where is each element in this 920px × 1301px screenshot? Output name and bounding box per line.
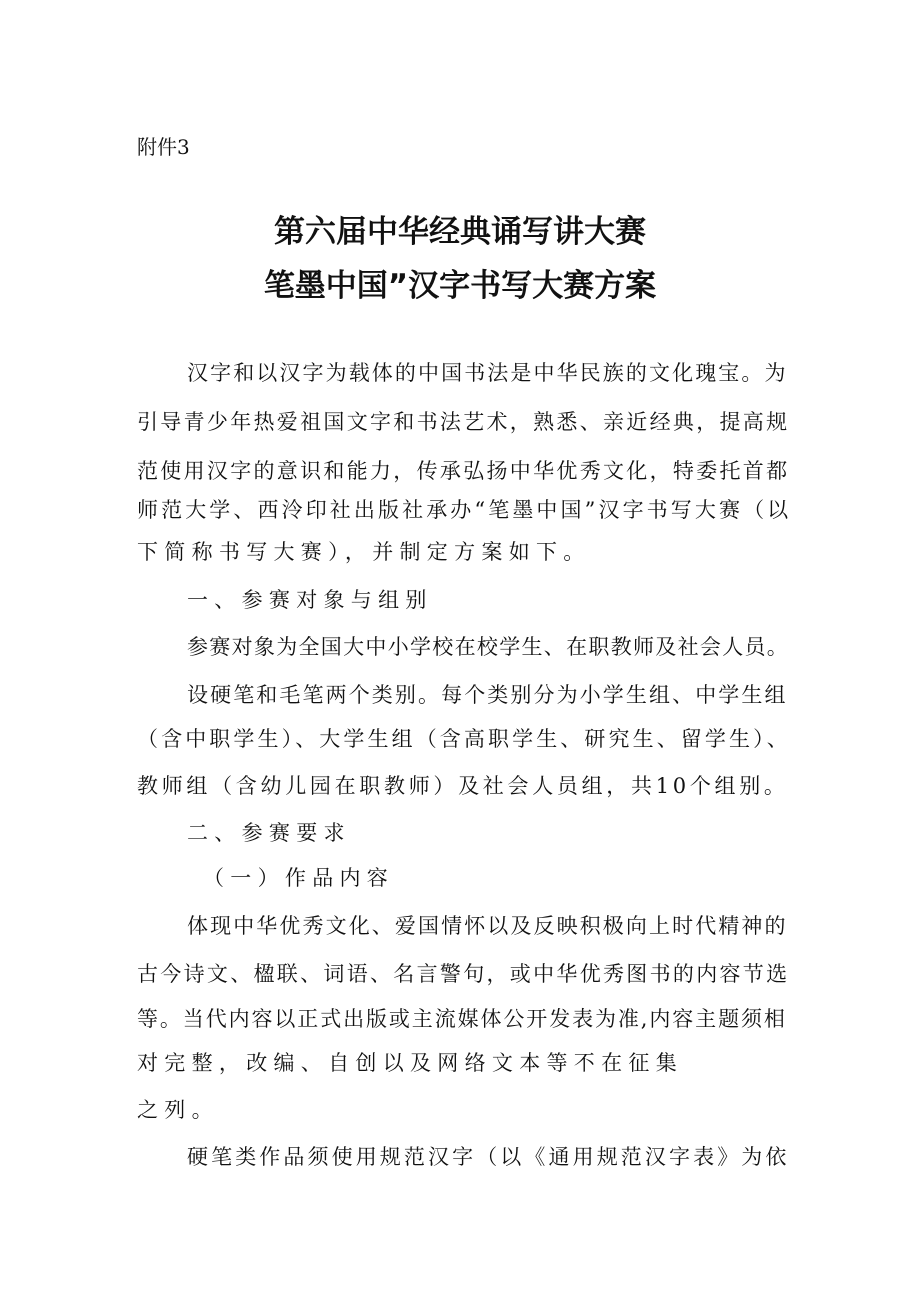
paragraph-line: 教师组（含幼儿园在职教师）及社会人员组，共10个组别。 xyxy=(137,774,789,798)
paragraph-line: 等。当代内容以正式出版或主流媒体公开发表为准,内容主题须相 xyxy=(137,1007,787,1031)
section-heading: 一、参赛对象与组别 xyxy=(187,588,433,612)
paragraph-line: 参赛对象为全国大中小学校在校学生、在职教师及社会人员。 xyxy=(187,635,790,659)
paragraph-line: 范使用汉字的意识和能力，传承弘扬中华优秀文化，特委托首都 xyxy=(137,459,790,483)
paragraph-line: 下简称书写大赛），并制定方案如下。 xyxy=(137,540,591,564)
attachment-label: 附件3 xyxy=(137,135,190,159)
title-line-2: 笔墨中国”汉字书写大赛方案 xyxy=(263,268,657,304)
paragraph-line: （含中职学生）、大学生组（含高职学生、研究生、留学生）、 xyxy=(137,727,791,751)
paragraph-line: 师范大学、西泠印社出版社承办“笔墨中国”汉字书写大赛（以 xyxy=(137,498,792,522)
paragraph-line: 硬笔类作品须使用规范汉字（以《通用规范汉字表》为依 xyxy=(187,1145,790,1169)
paragraph-line: 汉字和以汉字为载体的中国书法是中华民族的文化瑰宝。为 xyxy=(187,361,788,385)
subsection-heading: （一）作品内容 xyxy=(203,866,395,890)
paragraph-line: 设硬笔和毛笔两个类别。每个类别分为小学生组、中学生组 xyxy=(187,683,788,707)
paragraph-line: 体现中华优秀文化、爱国情怀以及反映积极向上时代精神的 xyxy=(187,914,788,938)
paragraph-line: 引导青少年热爱祖国文字和书法艺术，熟悉、亲近经典，提高规 xyxy=(137,410,790,434)
paragraph-line: 之列。 xyxy=(137,1098,219,1122)
paragraph-line: 古今诗文、楹联、词语、名言警句，或中华优秀图书的内容节选 xyxy=(137,962,790,986)
title-line-1: 第六届中华经典诵写讲大赛 xyxy=(274,214,646,250)
paragraph-line: 对完整，改编、自创以及网络文本等不在征集 xyxy=(137,1051,683,1075)
section-heading: 二、参赛要求 xyxy=(187,821,351,845)
